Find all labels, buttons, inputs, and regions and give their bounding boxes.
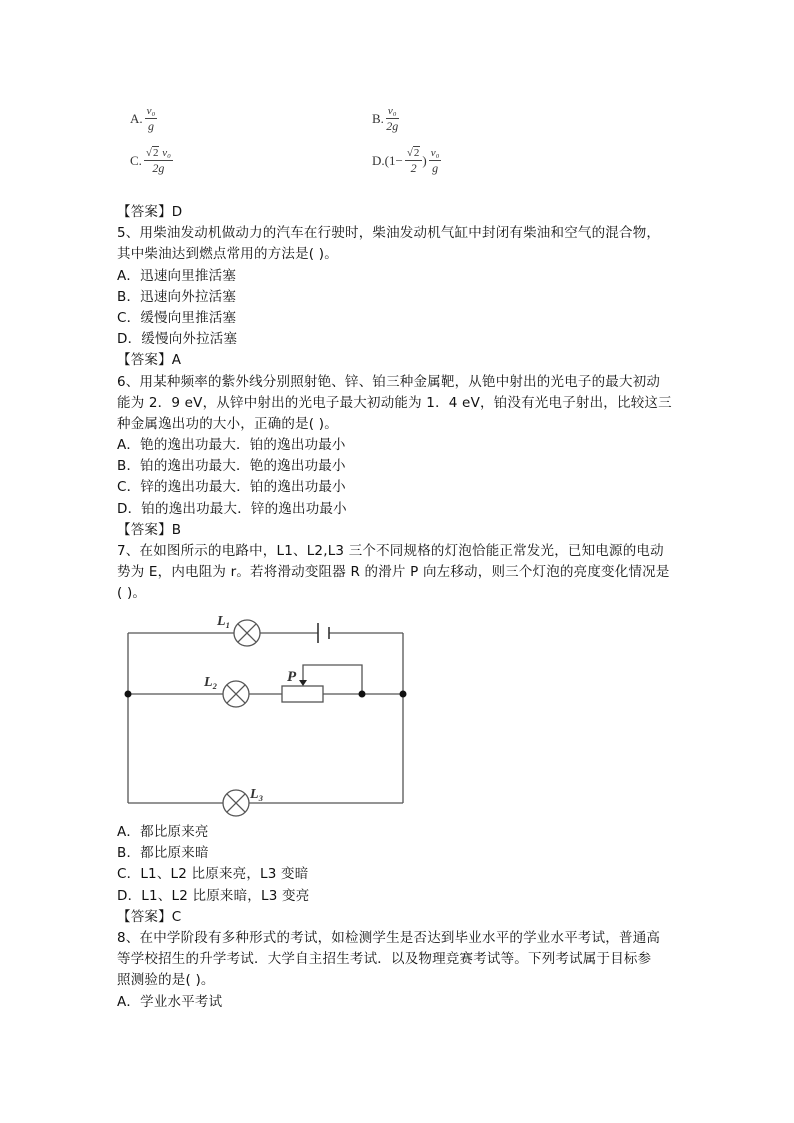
q6-stem-line: 种金属逸出功的大小，正确的是( )。 [117, 415, 338, 432]
q6-option-b: B．铂的逸出功最大．铯的逸出功最小 [117, 458, 346, 475]
q6-answer: 【答案】B [117, 521, 182, 538]
sqrt-symbol: √2 [145, 147, 159, 159]
q7-stem-line: 势为 E，内电阻为 r。若将滑动变阻器 R 的滑片 P 向左移动，则三个灯泡的亮度变化情况是 [117, 564, 670, 581]
q7-option-b: B．都比原来暗 [117, 845, 209, 862]
questions-text-block [117, 202, 677, 605]
q5-stem-line: 其中柴油达到燃点常用的方法是( )。 [117, 246, 338, 263]
sqrt-symbol: √2 [406, 147, 420, 159]
q4-choices-image [130, 104, 490, 188]
q5-option-b: B．迅速向外拉活塞 [117, 288, 237, 305]
lamp-l3-icon [223, 790, 249, 816]
label-l3: L₃ [250, 787, 264, 802]
label-l2: L₂ [204, 675, 218, 690]
q7-option-d: D．L1、L2 比原来暗，L3 变亮 [117, 887, 310, 904]
q4-option-b: B. $\frac{\text{v₀}}{2g}$ [372, 105, 399, 133]
lamp-l2-icon [223, 681, 249, 707]
q7-answer: 【答案】C [117, 908, 182, 925]
q7-stem-line: 7、在如图所示的电路中，L1、L2,L3 三个不同规格的灯泡恰能正常发光，已知电源的电动 [117, 543, 664, 559]
fraction: $\frac{\text{v₀}}{g}$ [430, 147, 440, 175]
q6-stem-line: 6、用某种频率的紫外线分别照射铯、锌、铂三种金属靶，从铯中射出的光电子的最大初动 [117, 373, 661, 390]
fraction: $\frac{\text{v₀}}{2g}$ [386, 105, 399, 133]
q5-option-c: C．缓慢向里推活塞 [117, 309, 237, 326]
q7-stem-line: ( )。 [117, 585, 147, 602]
q5-stem-line: 5、用柴油发动机做动力的汽车在行驶时，柴油发动机气缸中封闭有柴油和空气的混合物， [117, 225, 661, 242]
fraction: $\frac{√2}{2}$ [405, 148, 423, 174]
q5-answer: 【答案】A [117, 352, 182, 369]
q5-option-d: D．缓慢向外拉活塞 [117, 331, 238, 348]
battery-icon [318, 623, 329, 643]
q4-answer: 【答案】D [117, 204, 183, 220]
q8-stem-line: 等学校招生的升学考试．大学自主招生考试．以及物理竞赛考试等。下列考试属于目标参 [117, 951, 652, 968]
q4-option-a: A. $\frac{\text{v₀}}{g}$ [130, 105, 156, 133]
q6-option-a: A．铯的逸出功最大．铂的逸出功最小 [117, 437, 346, 454]
rheostat-icon [282, 686, 323, 702]
lamp-l1-icon [234, 620, 260, 646]
q4-option-d: D. (1− $\frac{√2}{2}$ ) $\frac{\text{v₀}}{g}$ [372, 147, 440, 175]
q8-stem-line: 8、在中学阶段有多种形式的考试，如检测学生是否达到毕业水平的学业水平考试，普通高 [117, 929, 661, 946]
q8-stem-line: 照测验的是( )。 [117, 972, 215, 989]
label-l1: L₁ [217, 614, 231, 629]
slider-arrow-icon [299, 680, 307, 686]
q6-stem-line: 能为 2．9 eV，从锌中射出的光电子最大初动能为 1．4 eV，铂没有光电子射出，比较这三 [117, 394, 672, 411]
fraction: $\frac{\text{v₀}}{g}$ [146, 105, 156, 133]
label-p: P [287, 669, 297, 685]
fraction: $\frac{\text{√2 v₀}}{2g}$ [145, 147, 171, 175]
q6-option-d: D．铂的逸出功最大．锌的逸出功最小 [117, 500, 347, 517]
q5-option-a: A．迅速向里推活塞 [117, 267, 237, 284]
questions-text-block-2 [117, 822, 677, 1013]
circuit-diagram [118, 603, 418, 818]
q7-option-a: A．都比原来亮 [117, 824, 209, 840]
q4-option-c: C. $\frac{\text{√2 v₀}}{2g}$ [130, 147, 171, 175]
q6-option-c: C．锌的逸出功最大．铂的逸出功最小 [117, 479, 346, 496]
q7-option-c: C．L1、L2 比原来亮，L3 变暗 [117, 866, 309, 883]
q8-option-a: A．学业水平考试 [117, 993, 223, 1010]
